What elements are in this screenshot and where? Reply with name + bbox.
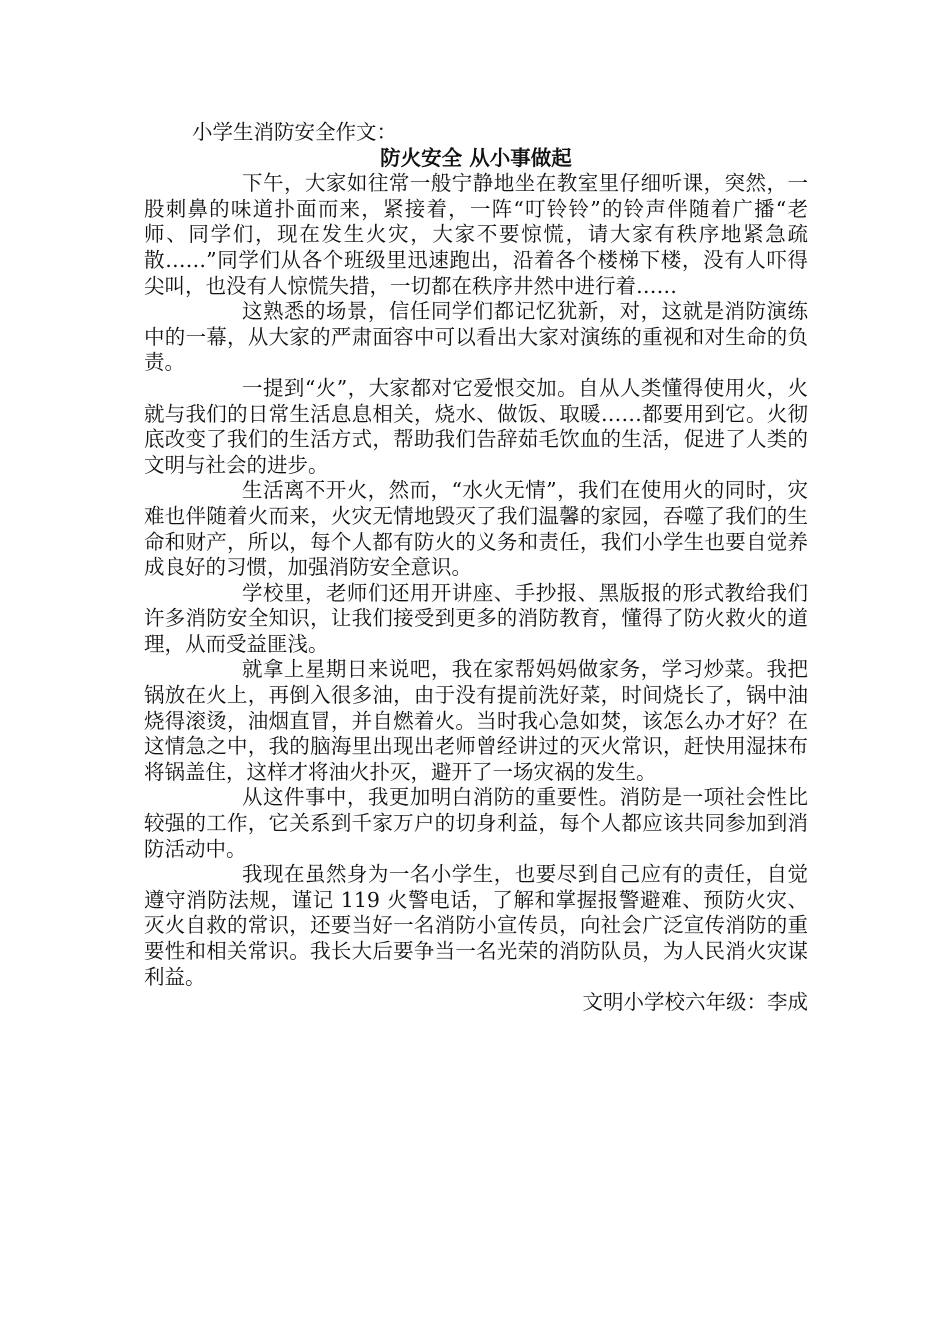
paragraph-6: 就拿上星期日来说吧，我在家帮妈妈做家务，学习炒菜。我把锅放在火上，再倒入很多油，由于没有提前洗好菜，时间烧长了，锅中油烧得滚烫，油烟直冒，并自燃着火。当时我心急如焚，该怎么办才好？在这情急之中，我的脑海里出现出老师曾经讲过的灭火常识，赶快用湿抹布将锅盖住，这样才将油火扑灭，避开了一场灾祸的发生。 xyxy=(144,657,808,784)
paragraph-7: 从这件事中，我更加明白消防的重要性。消防是一项社会性比较强的工作，它关系到千家万户的切身利益，每个人都应该共同参加到消防活动中。 xyxy=(144,785,808,861)
essay-title: 防火安全 从小事做起 xyxy=(380,145,572,170)
paragraph-8: 我现在虽然身为一名小学生，也要尽到自己应有的责任，自觉遵守消防法规，谨记 119 火警电话，了解和掌握报警避难、预防火灾、灭火自救的常识，还要当好一名消防小宣传员，向社会广泛宣传消防的重要性和相关常识。我长大后要争当一名光荣的消防队员，为人民消火灾谋利益。 xyxy=(144,862,808,989)
essay-category-label: 小学生消防安全作文： xyxy=(192,120,397,144)
author-signature: 文明小学校六年级：李成 xyxy=(582,990,808,1015)
paragraph-1: 下午，大家如往常一般宁静地坐在教室里仔细听课，突然，一股刺鼻的味道扑面而来，紧接着，一阵“叮铃铃”的铃声伴随着广播“老师、同学们，现在发生火灾，大家不要惊慌，请大家有秩序地紧急疏散……”同学们从各个班级里迅速跑出，沿着各个楼梯下楼，没有人吓得尖叫，也没有人惊慌失措，一切都在秩序井然中进行着…… xyxy=(144,171,808,298)
paragraph-5: 学校里，老师们还用开讲座、手抄报、黑版报的形式教给我们许多消防安全知识，让我们接受到更多的消防教育，懂得了防火救火的道理，从而受益匪浅。 xyxy=(144,580,808,656)
paragraph-2: 这熟悉的场景，信任同学们都记忆犹新，对，这就是消防演练中的一幕，从大家的严肃面容中可以看出大家对演练的重视和对生命的负责。 xyxy=(144,299,808,375)
paragraph-4: 生活离不开火，然而，“水火无情”，我们在使用火的同时，灾难也伴随着火而来，火灾无情地毁灭了我们温馨的家园，吞噬了我们的生命和财产，所以，每个人都有防火的义务和责任，我们小学生也要自觉养成良好的习惯，加强消防安全意识。 xyxy=(144,478,808,580)
essay-body xyxy=(144,120,808,1016)
paragraph-3: 一提到“火”，大家都对它爱恨交加。自从人类懂得使用火，火就与我们的日常生活息息相关，烧水、做饭、取暖……都要用到它。火彻底改变了我们的生活方式，帮助我们告辞茹毛饮血的生活，促进了人类的文明与社会的进步。 xyxy=(144,375,808,477)
